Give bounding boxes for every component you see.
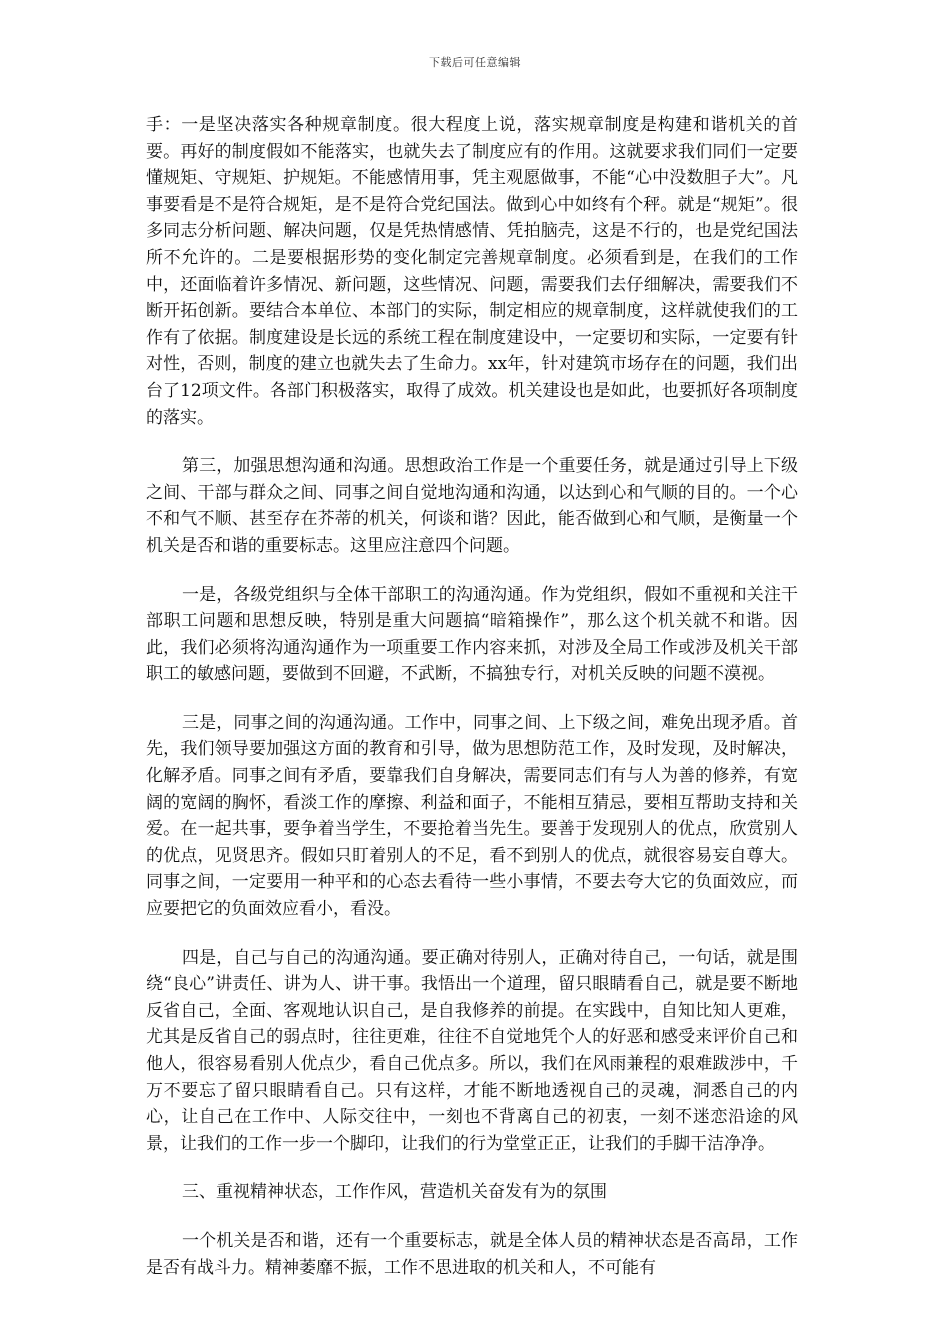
paragraph-spirit: 一个机关是否和谐，还有一个重要标志，就是全体人员的精神状态是否高昂，工作是否有战斗力。精神萎靡不振，工作不思进取的机关和人，不可能有 — [146, 1230, 798, 1278]
paragraph-point-four: 四是，自己与自己的沟通沟通。要正确对待别人，正确对待自己，一句话，就是围绕“良心”讲责任、讲为人、讲干事。我悟出一个道理，留只眼睛看自己，就是要不断地反省自己，全面、客观地认识自己，是自我修养的前提。在实践中，自知比知人更难，尤其是反省自己的弱点时，往往更难，往往不自觉地凭个人的好恶和感受来评价自己和他人，很容易看别人优点少，看自己优点多。所以，我们在风雨兼程的艰难跋涉中，千万不要忘了留只眼睛看自己。只有这样，才能不断地透视自己的灵魂，洞悉自己的内心，让自己在工作中、人际交往中，一刻也不背离自己的初衷，一刻不迷恋沿途的风景，让我们的工作一步一个脚印，让我们的行为堂堂正正，让我们的手脚干洁净净。 — [146, 947, 798, 1154]
section-heading-three: 三、重视精神状态，工作作风，营造机关奋发有为的氛围 — [182, 1182, 607, 1203]
paragraph-point-three: 三是，同事之间的沟通沟通。工作中，同事之间、上下级之间，难免出现矛盾。首先，我们领导要加强这方面的教育和引导，做为思想防范工作，及时发现，及时解决，化解矛盾。同事之间有矛盾，要靠我们自身解决，需要同志们有与人为善的修养，有宽阔的宽阔的胸怀，看淡工作的摩擦、利益和面子，不能相互猜忌，要相互帮助支持和关爱。在一起共事，要争着当学生，不要抢着当先生。要善于发现别人的优点，欣赏别人的优点，见贤思齐。假如只盯着别人的不足，看不到别人的优点，就很容易妄自尊大。同事之间，一定要用一种平和的心态去看待一些小事情，不要去夸大它的负面效应，而应要把它的负面效应看小，看没。 — [146, 712, 798, 920]
page-header: 下载后可任意编辑 — [429, 56, 521, 69]
paragraph-rules-continuation: 手：一是坚决落实各种规章制度。很大程度上说，落实规章制度是构建和谐机关的首要。再好的制度假如不能落实，也就失去了制度应有的作用。这就要求我们同们一定要懂规矩、守规矩、护规矩。不能感情用事，凭主观愿做事，不能“心中没数胆子大”。凡事要看是不是符合规矩，是不是符合党纪国法。做到心中如终有个秤。就是“规矩”。很多同志分析问题、解决问题，仅是凭热情感情、凭拍脑壳，这是不行的，也是党纪国法所不允许的。二是要根据形势的变化制定完善规章制度。必须看到是，在我们的工作中，还面临着许多情况、新问题，这些情况、问题，需要我们去仔细解决，需要我们不断开拓创新。要结合本单位、本部门的实际，制定相应的规章制度，这样就使我们的工作有了依据。制度建设是长远的系统工程在制度建设中，一定要切和实际，一定要有针对性，否则，制度的建立也就失去了生命力。xx年，针对建筑市场存在的问题，我们出台了12项文件。各部门积极落实，取得了成效。机关建设也是如此，也要抓好各项制度的落实。 — [146, 115, 798, 428]
paragraph-third-communication: 第三，加强思想沟通和沟通。思想政治工作是一个重要任务，就是通过引导上下级之间、干部与群众之间、同事之间自觉地沟通和沟通，以达到心和气顺的目的。一个心不和气不顺、甚至存在芥蒂的机关，何谈和谐？因此，能否做到心和气顺，是衡量一个机关是否和谐的重要标志。这里应注意四个问题。 — [146, 456, 798, 556]
paragraph-point-one: 一是，各级党组织与全体干部职工的沟通沟通。作为党组织，假如不重视和关注干部职工问题和思想反映，特别是重大问题搞“暗箱操作”，那么这个机关就不和谐。因此，我们必须将沟通沟通作为一项重要工作内容来抓，对涉及全局工作或涉及机关干部职工的敏感问题，要做到不回避，不武断，不搞独专行，对机关反映的问题不漠视。 — [146, 584, 798, 685]
document-body — [146, 112, 798, 1303]
